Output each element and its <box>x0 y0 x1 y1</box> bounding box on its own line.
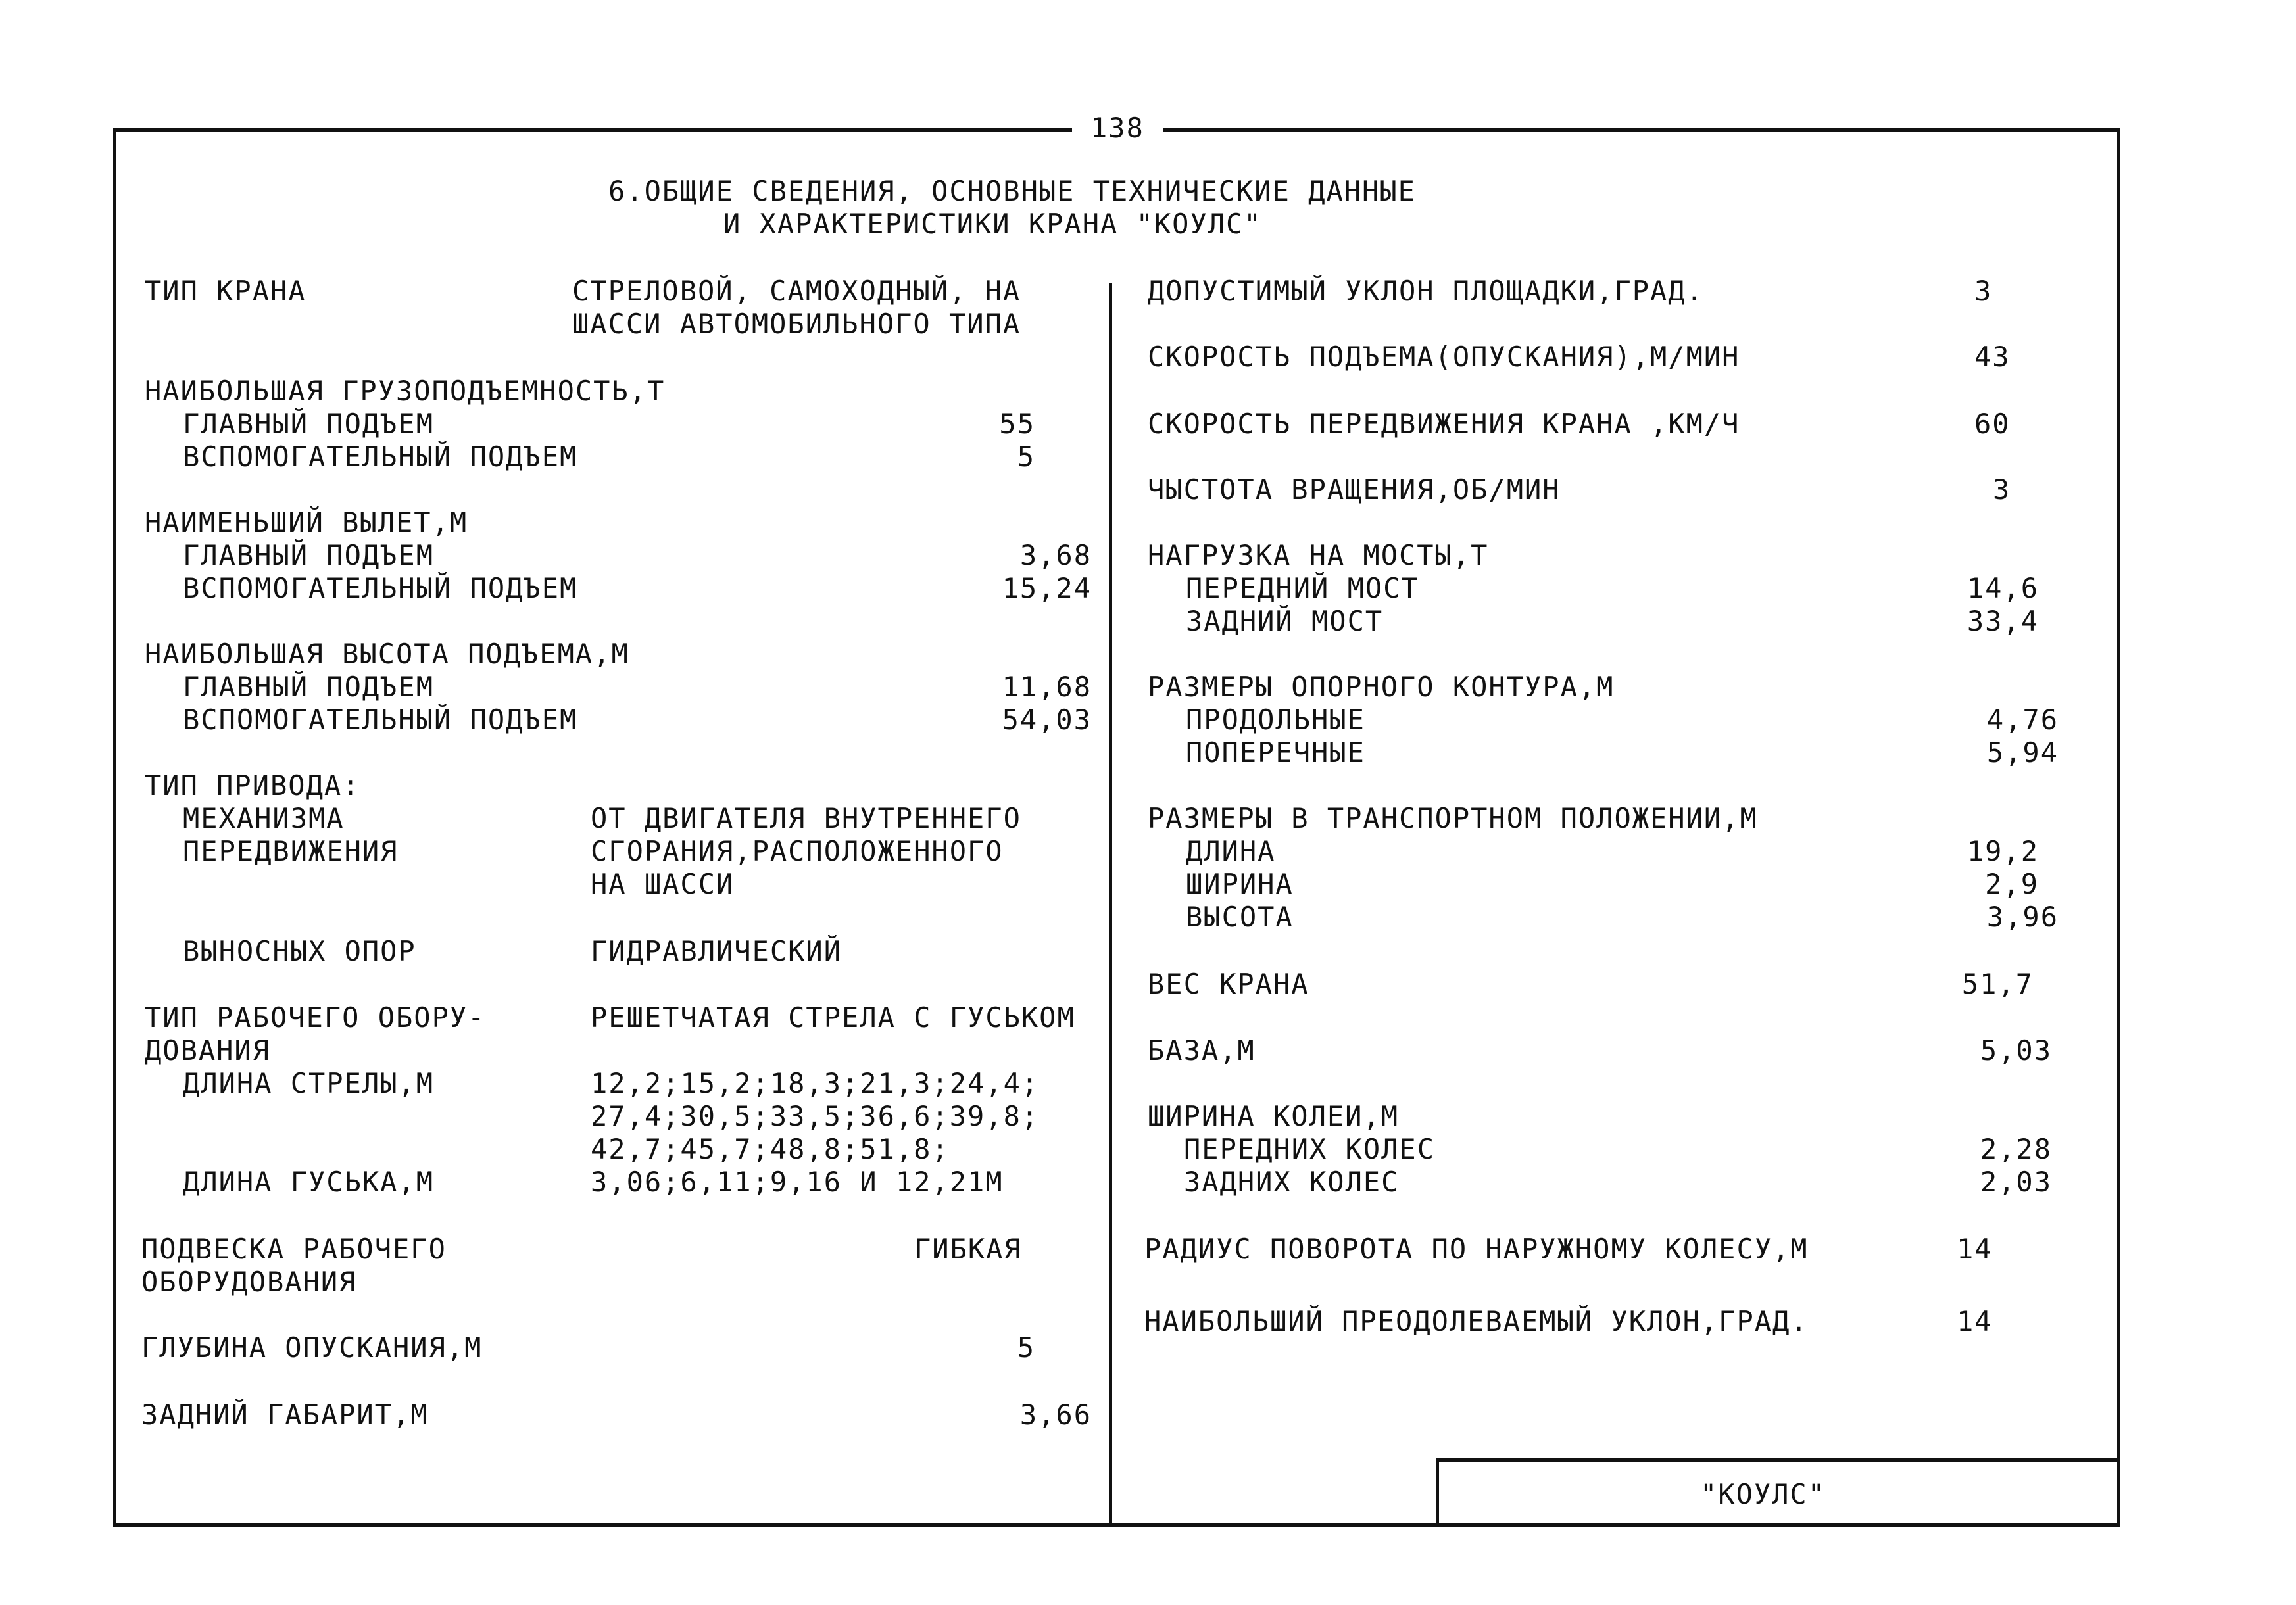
stamp-box-top-border <box>1436 1458 2120 1462</box>
stamp-title: "КОУЛС" <box>1700 1478 1826 1510</box>
track-width-label: ШИРИНА КОЛЕИ,М <box>1148 1100 1400 1132</box>
drive-mechanism-label: МЕХАНИЗМА <box>183 802 345 834</box>
jib-length-label: ДЛИНА ГУСЬКА,М <box>183 1166 435 1198</box>
title-line-1: 6.ОБЩИЕ СВЕДЕНИЯ, ОСНОВНЫЕ ТЕХНИЧЕСКИЕ ДАННЫЕ <box>608 175 1416 207</box>
outrigger-value: ГИДРАВЛИЧЕСКИЙ <box>591 935 843 967</box>
capacity-main-value: 55 <box>999 408 1035 440</box>
drive-travel-label: ПЕРЕДВИЖЕНИЯ <box>183 835 399 867</box>
rear-clearance-value: 3,66 <box>1019 1399 1092 1431</box>
page-frame <box>113 128 2120 1527</box>
crane-type-value-1: СТРЕЛОВОЙ, САМОХОДНЫЙ, НА <box>572 275 1021 307</box>
boom-length-value-1: 12,2;15,2;18,3;21,3;24,4; <box>591 1067 1040 1099</box>
transport-height-label: ВЫСОТА <box>1186 901 1294 933</box>
crane-weight-value: 51,7 <box>1961 968 2034 1000</box>
suspension-label-2: ОБОРУДОВАНИЯ <box>141 1266 357 1298</box>
drive-mechanism-value-3: НА ШАССИ <box>591 868 735 900</box>
capacity-label: НАИБОЛЬШАЯ ГРУЗОПОДЪЕМНОСТЬ,Т <box>145 375 666 407</box>
rear-wheels-label: ЗАДНИХ КОЛЕС <box>1184 1166 1400 1198</box>
min-reach-label: НАИМЕНЬШИЙ ВЫЛЕТ,М <box>145 506 468 539</box>
rear-axle-label: ЗАДНИЙ МОСТ <box>1186 605 1384 637</box>
drive-mechanism-value-2: СГОРАНИЯ,РАСПОЛОЖЕННОГО <box>591 835 1004 867</box>
front-axle-label: ПЕРЕДНИЙ МОСТ <box>1186 572 1419 604</box>
lowering-depth-value: 5 <box>1017 1331 1035 1364</box>
max-height-main-label: ГЛАВНЫЙ ПОДЪЕМ <box>183 671 435 703</box>
rear-wheels-value: 2,03 <box>1980 1166 2052 1198</box>
min-reach-main-value: 3,68 <box>1019 539 1092 571</box>
min-reach-aux-value: 15,24 <box>1002 572 1092 604</box>
support-transverse-value: 5,94 <box>1986 736 2059 769</box>
lift-speed-label: СКОРОСТЬ ПОДЪЕМА(ОПУСКАНИЯ),М/МИН <box>1148 341 1740 373</box>
transport-length-value: 19,2 <box>1966 835 2039 867</box>
drive-type-label: ТИП ПРИВОДА: <box>145 769 360 802</box>
stamp-box-left-border <box>1436 1458 1439 1527</box>
slope-value: 3 <box>1974 275 1993 307</box>
front-wheels-value: 2,28 <box>1980 1133 2052 1165</box>
boom-length-value-3: 42,7;45,7;48,8;51,8; <box>591 1133 950 1165</box>
turn-radius-value: 14 <box>1957 1233 1993 1265</box>
max-height-main-value: 11,68 <box>1002 671 1092 703</box>
max-height-aux-value: 54,03 <box>1002 704 1092 736</box>
rear-clearance-label: ЗАДНИЙ ГАБАРИТ,М <box>141 1399 429 1431</box>
capacity-aux-value: 5 <box>1017 441 1035 473</box>
page-number: 138 <box>1072 112 1163 145</box>
equipment-value: РЕШЕТЧАТАЯ СТРЕЛА С ГУСЬКОМ <box>591 1001 1075 1034</box>
support-longitudinal-value: 4,76 <box>1986 704 2059 736</box>
crane-weight-label: ВЕС КРАНА <box>1148 968 1309 1000</box>
capacity-main-label: ГЛАВНЫЙ ПОДЪЕМ <box>183 408 435 440</box>
rotation-label: ЧЫСТОТА ВРАЩЕНИЯ,ОБ/МИН <box>1148 473 1561 506</box>
axle-load-label: НАГРУЗКА НА МОСТЫ,Т <box>1148 539 1489 571</box>
min-reach-aux-label: ВСПОМОГАТЕЛЬНЫЙ ПОДЪЕМ <box>183 572 578 604</box>
boom-length-value-2: 27,4;30,5;33,5;36,6;39,8; <box>591 1100 1040 1132</box>
support-contour-label: РАЗМЕРЫ ОПОРНОГО КОНТУРА,М <box>1148 671 1615 703</box>
lowering-depth-label: ГЛУБИНА ОПУСКАНИЯ,М <box>141 1331 483 1364</box>
max-grade-label: НАИБОЛЬШИЙ ПРЕОДОЛЕВАЕМЫЙ УКЛОН,ГРАД. <box>1144 1305 1809 1337</box>
jib-length-value: 3,06;6,11;9,16 И 12,21М <box>591 1166 1004 1198</box>
transport-height-value: 3,96 <box>1986 901 2059 933</box>
equipment-label-2: ДОВАНИЯ <box>145 1034 271 1066</box>
rotation-value: 3 <box>1993 473 2011 506</box>
turn-radius-label: РАДИУС ПОВОРОТА ПО НАРУЖНОМУ КОЛЕСУ,М <box>1144 1233 1809 1265</box>
outrigger-label: ВЫНОСНЫХ ОПОР <box>183 935 416 967</box>
max-height-label: НАИБОЛЬШАЯ ВЫСОТА ПОДЪЕМА,М <box>145 638 629 670</box>
crane-type-label: ТИП КРАНА <box>145 275 306 307</box>
title-line-2: И ХАРАКТЕРИСТИКИ КРАНА "КОУЛС" <box>723 208 1262 240</box>
transport-width-label: ШИРИНА <box>1186 868 1294 900</box>
front-axle-value: 14,6 <box>1966 572 2039 604</box>
boom-length-label: ДЛИНА СТРЕЛЫ,М <box>183 1067 435 1099</box>
support-longitudinal-label: ПРОДОЛЬНЫЕ <box>1186 704 1365 736</box>
wheelbase-label: БАЗА,М <box>1148 1034 1256 1066</box>
travel-speed-label: СКОРОСТЬ ПЕРЕДВИЖЕНИЯ КРАНА ,КМ/Ч <box>1148 408 1740 440</box>
crane-type-value-2: ШАССИ АВТОМОБИЛЬНОГО ТИПА <box>572 308 1021 340</box>
slope-label: ДОПУСТИМЫЙ УКЛОН ПЛОЩАДКИ,ГРАД. <box>1148 275 1704 307</box>
min-reach-main-label: ГЛАВНЫЙ ПОДЪЕМ <box>183 539 435 571</box>
lift-speed-value: 43 <box>1974 341 2011 373</box>
max-height-aux-label: ВСПОМОГАТЕЛЬНЫЙ ПОДЪЕМ <box>183 704 578 736</box>
travel-speed-value: 60 <box>1974 408 2011 440</box>
suspension-value: ГИБКАЯ <box>914 1233 1022 1265</box>
rear-axle-value: 33,4 <box>1966 605 2039 637</box>
wheelbase-value: 5,03 <box>1980 1034 2052 1066</box>
front-wheels-label: ПЕРЕДНИХ КОЛЕС <box>1184 1133 1436 1165</box>
max-grade-value: 14 <box>1957 1305 1993 1337</box>
equipment-label-1: ТИП РАБОЧЕГО ОБОРУ- <box>145 1001 486 1034</box>
drive-mechanism-value-1: ОТ ДВИГАТЕЛЯ ВНУТРЕННЕГО <box>591 802 1021 834</box>
transport-width-value: 2,9 <box>1985 868 2039 900</box>
transport-size-label: РАЗМЕРЫ В ТРАНСПОРТНОМ ПОЛОЖЕНИИ,М <box>1148 802 1758 834</box>
suspension-label-1: ПОДВЕСКА РАБОЧЕГО <box>141 1233 447 1265</box>
capacity-aux-label: ВСПОМОГАТЕЛЬНЫЙ ПОДЪЕМ <box>183 441 578 473</box>
column-divider <box>1109 283 1112 1527</box>
transport-length-label: ДЛИНА <box>1186 835 1276 867</box>
support-transverse-label: ПОПЕРЕЧНЫЕ <box>1186 736 1365 769</box>
